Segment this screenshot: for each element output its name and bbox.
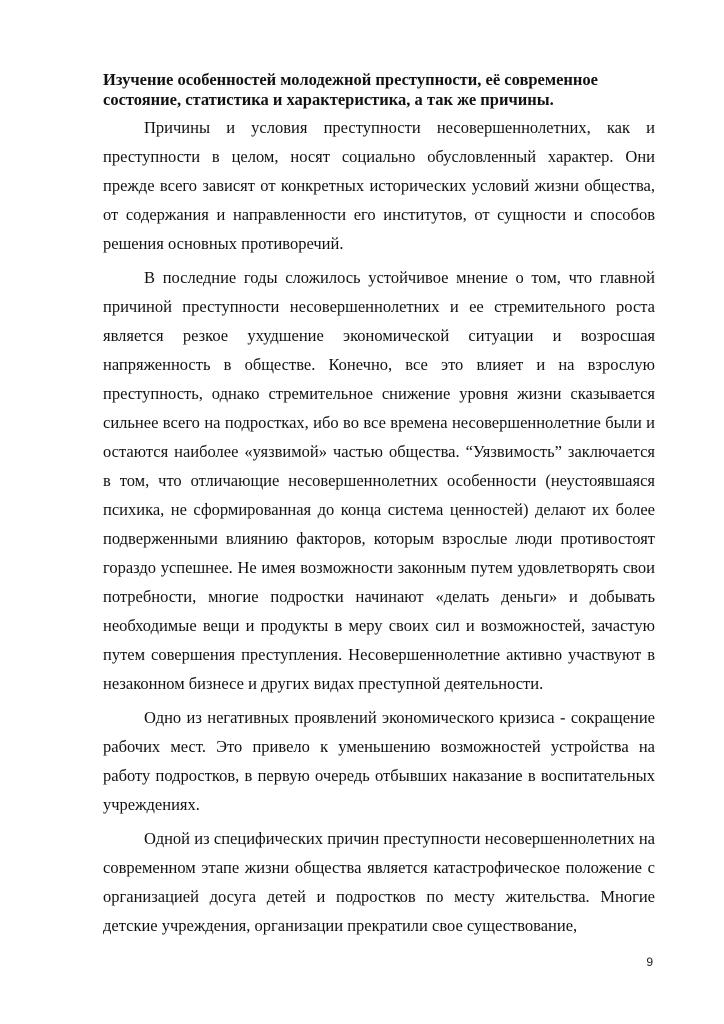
section-heading: Изучение особенностей молодежной преступности, её современное состояние, статистика и характеристика, а так же причины. xyxy=(103,70,599,109)
paragraph-2: В последние годы сложилось устойчивое мнение о том, что главной причиной преступности несовершеннолетних и ее стремительного роста является резкое ухудшение экономической ситуации и возросшая напряженность в обществе. Конечно, все это влияет и на взрослую преступность, однако стремительное снижение уровня жизни сказывается сильнее всего на подростках, ибо во все времена несовершеннолетние были и остаются наиболее «уязвимой» частью общества. “Уязвимость” заключается в том, что отличающие несовершеннолетних особенности (неустоявшаяся психика, не сформированная до конца система ценностей) делают их более подверженными влиянию факторов, которым взрослые люди противостоят гораздо успешнее. Не имея возможности законным путем удовлетворять свои потребности, многие подростки начинают «делать деньги» и добывать необходимые вещи и продукты в меру своих сил и возможностей, зачастую путем совершения преступления. Несовершеннолетние активно участвуют в незаконном бизнесе и других видах преступной деятельности. xyxy=(103,268,655,693)
paragraph-1: Причины и условия преступности несовершеннолетних, как и преступности в целом, носят социально обусловленный характер. Они прежде всего зависят от конкретных исторических условий жизни общества, от содержания и направленности его институтов, от сущности и способов решения основных противоречий. xyxy=(103,118,655,253)
page-content xyxy=(103,70,655,940)
page-number: 9 xyxy=(646,955,653,969)
paragraph-4: Одной из специфических причин преступности несовершеннолетних на современном этапе жизни общества является катастрофическое положение с организацией досуга детей и подростков по месту жительства. Многие детские учреждения, организации прекратили свое существование, xyxy=(103,829,655,935)
paragraph-3: Одно из негативных проявлений экономического кризиса - сокращение рабочих мест. Это привело к уменьшению возможностей устройства на работу подростков, в первую очередь отбывших наказание в воспитательных учреждениях. xyxy=(103,708,655,814)
